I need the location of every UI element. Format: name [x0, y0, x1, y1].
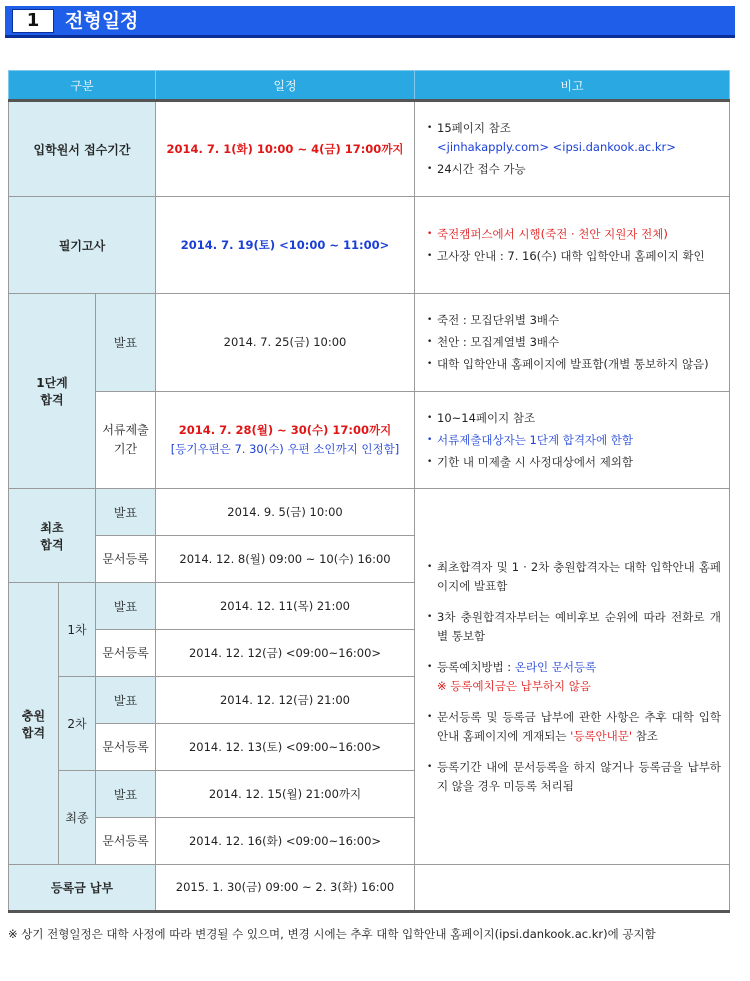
section-title: 전형일정 — [65, 10, 139, 32]
note-item: • 등록기간 내에 문서등록을 하지 않거나 등록금을 납부하지 않을 경우 미등록 처리됨 — [427, 758, 721, 796]
row-date: 2014. 7. 28(월) ~ 30(수) 17:00까지 [등기우편은 7. 30(수) 우편 소인까지 인정함] — [156, 392, 415, 489]
note-item: • 문서등록 및 등록금 납부에 관한 사항은 추후 대학 입학안내 홈페이지에 게재되는 '등록안내문' 참조 — [427, 708, 721, 746]
section-number: 1 — [12, 9, 54, 33]
table-row — [9, 101, 730, 197]
schedule-table — [8, 70, 730, 913]
apply-site-links: <jinhakapply.com> <ipsi.dankook.ac.kr> — [437, 140, 676, 154]
row-sublabel: 서류제출 기간 — [96, 392, 156, 489]
note-item: • 등록예치방법 : 온라인 문서등록 ※ 등록예치금은 납부하지 않음 — [427, 658, 721, 696]
row-date: 2014. 7. 25(금) 10:00 — [156, 294, 415, 392]
round-label: 2차 — [59, 677, 96, 771]
table-row — [9, 489, 730, 536]
note-item: • 죽전캠퍼스에서 시행(죽전 · 천안 지원자 전체) — [427, 225, 721, 244]
row-sublabel: 문서등록 — [96, 724, 156, 771]
row-sublabel: 문서등록 — [96, 818, 156, 865]
row-sublabel: 발표 — [96, 677, 156, 724]
table-row — [9, 865, 730, 912]
table-row — [9, 197, 730, 294]
row-sublabel: 발표 — [96, 771, 156, 818]
note-item: • 대학 입학안내 홈페이지에 발표함(개별 통보하지 않음) — [427, 355, 721, 374]
row-date: 2014. 9. 5(금) 10:00 — [156, 489, 415, 536]
row-date: 2014. 7. 1(화) 10:00 ~ 4(금) 17:00까지 — [156, 101, 415, 197]
note-item: • 서류제출대상자는 1단계 합격자에 한함 — [427, 431, 721, 450]
note-item: • 최초합격자 및 1 · 2차 충원합격자는 대학 입학안내 홈페이지에 발표함 — [427, 558, 721, 596]
row-note — [415, 101, 730, 197]
column-header-notes: 비고 — [415, 71, 730, 101]
row-sublabel: 발표 — [96, 294, 156, 392]
note-item: • 고사장 안내 : 7. 16(수) 대학 입학안내 홈페이지 확인 — [427, 247, 721, 266]
row-sublabel: 문서등록 — [96, 536, 156, 583]
round-label: 최종 — [59, 771, 96, 865]
row-note — [415, 865, 730, 912]
table-row — [9, 392, 730, 489]
row-sublabel: 문서등록 — [96, 630, 156, 677]
column-header-schedule: 일정 — [156, 71, 415, 101]
row-date: 2014. 7. 19(토) <10:00 ~ 11:00> — [156, 197, 415, 294]
row-note — [415, 197, 730, 294]
row-category: 필기고사 — [9, 197, 156, 294]
row-note — [415, 294, 730, 392]
note-item: • 24시간 접수 가능 — [427, 160, 721, 179]
row-date: 2014. 12. 13(토) <09:00~16:00> — [156, 724, 415, 771]
row-date: 2014. 12. 12(금) <09:00~16:00> — [156, 630, 415, 677]
note-item: • 천안 : 모집계열별 3배수 — [427, 333, 721, 352]
section-header — [5, 6, 735, 38]
table-header-row — [9, 71, 730, 101]
footnote: ※ 상기 전형일정은 대학 사정에 따라 변경될 수 있으며, 변경 시에는 추후 대학 입학안내 홈페이지(ipsi.dankook.ac.kr)에 공지함 — [8, 927, 656, 941]
row-date: 2014. 12. 12(금) 21:00 — [156, 677, 415, 724]
final-category: 최초 합격 — [9, 489, 96, 583]
note-item: • 죽전 : 모집단위별 3배수 — [427, 311, 721, 330]
column-header-category: 구분 — [9, 71, 156, 101]
row-date: 2014. 12. 11(목) 21:00 — [156, 583, 415, 630]
row-date: 2015. 1. 30(금) 09:00 ~ 2. 3(화) 16:00 — [156, 865, 415, 912]
row-sublabel: 발표 — [96, 583, 156, 630]
stage1-category: 1단계 합격 — [9, 294, 96, 489]
note-item: • 15페이지 참조 <jinhakapply.com> <ipsi.dankook.ac.kr> — [427, 119, 721, 157]
row-sublabel: 발표 — [96, 489, 156, 536]
merged-note — [415, 489, 730, 865]
row-category: 등록금 납부 — [9, 865, 156, 912]
note-item: • 10~14페이지 참조 — [427, 409, 721, 428]
row-date: 2014. 12. 15(월) 21:00까지 — [156, 771, 415, 818]
note-item: • 기한 내 미제출 시 사정대상에서 제외함 — [427, 453, 721, 472]
row-date: 2014. 12. 8(월) 09:00 ~ 10(수) 16:00 — [156, 536, 415, 583]
additional-category: 충원 합격 — [9, 583, 59, 865]
row-category: 입학원서 접수기간 — [9, 101, 156, 197]
row-date: 2014. 12. 16(화) <09:00~16:00> — [156, 818, 415, 865]
note-item: • 3차 충원합격자부터는 예비후보 순위에 따라 전화로 개별 통보함 — [427, 608, 721, 646]
row-note — [415, 392, 730, 489]
round-label: 1차 — [59, 583, 96, 677]
table-row — [9, 294, 730, 392]
